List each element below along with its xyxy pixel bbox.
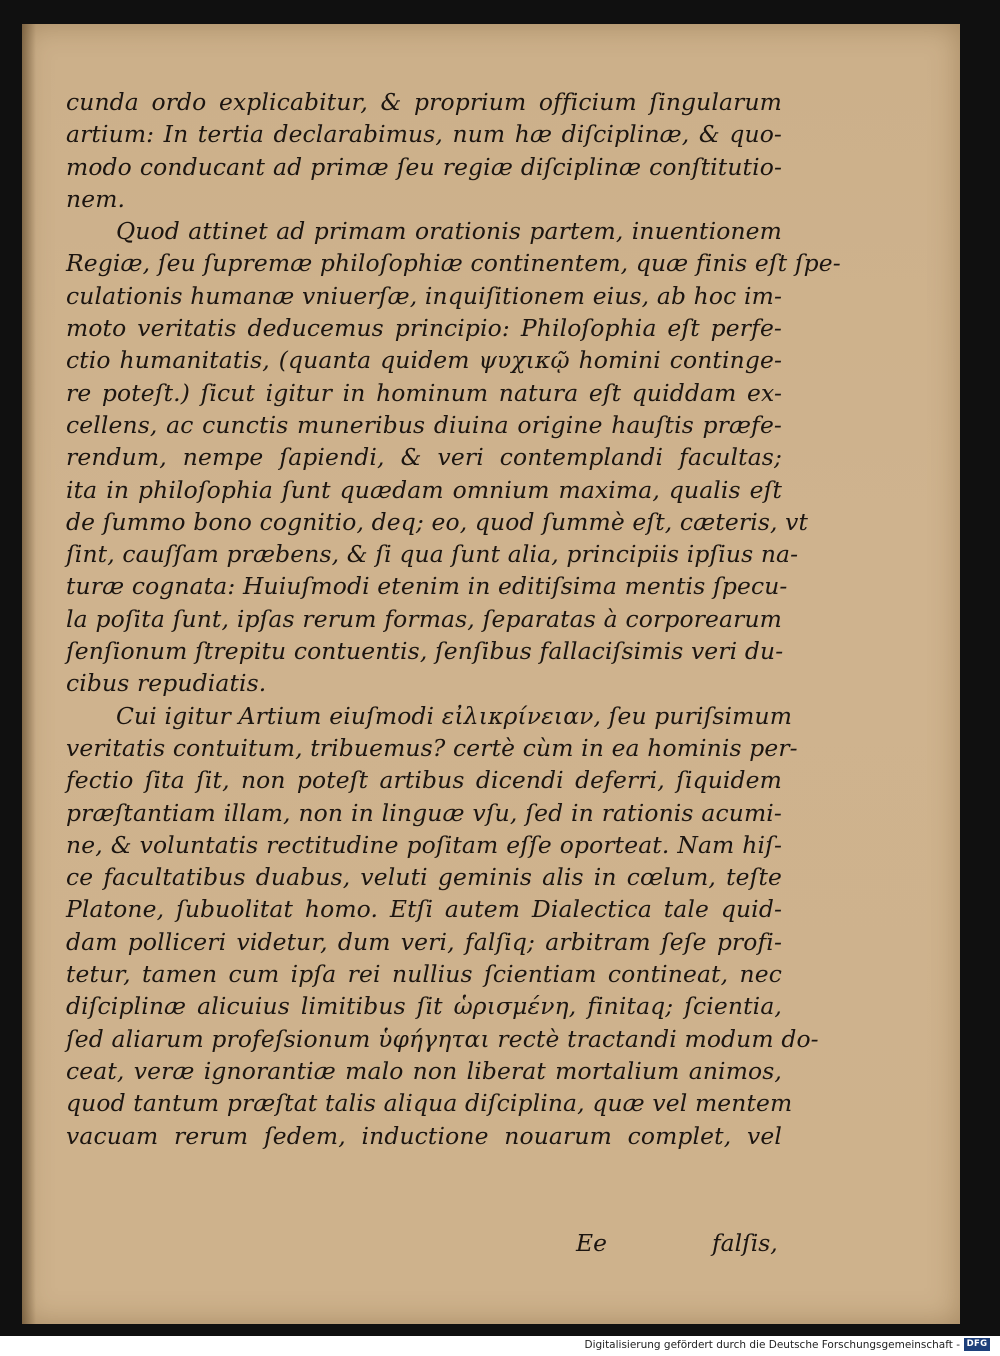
catchword: falſis, <box>712 1229 778 1257</box>
text-line-12: rendum, nempe ſapiendi, & veri contemplandi facultas; <box>66 443 782 472</box>
text-line-6: Regiæ, ſeu ſupremæ philoſophiæ continentem, quæ finis eſt ſpe- <box>66 249 841 278</box>
book-page <box>22 24 960 1324</box>
text-line-25: ce facultatibus duabus, veluti geminis alis in cœlum, teſte <box>66 863 782 892</box>
signature-mark: Ee <box>576 1229 607 1257</box>
text-line-3: modo conducant ad primæ ſeu regiæ diſciplinæ conſtitutio- <box>66 152 782 181</box>
text-line-2: artium: In tertia declarabimus, num hæ diſciplinæ, & quo- <box>66 120 782 149</box>
text-line-29: diſciplinæ alicuius limitibus ſit ὡρισμένη, finitaq; ſcientia, <box>66 992 782 1021</box>
dfg-logo-icon[interactable]: DFG <box>964 1338 990 1351</box>
text-line-16: turæ cognata: Huiuſmodi etenim in editiſsima mentis ſpecu- <box>66 572 788 601</box>
text-line-23: præſtantiam illam, non in linguæ vſu, ſed in rationis acumi- <box>66 798 782 827</box>
text-line-20: Cui igitur Artium eiuſmodi εἰλικρίνειαν, ſeu puriſsimum <box>116 701 793 730</box>
text-line-27: dam polliceri videtur, dum veri, falſiq; arbitram ſeſe profi- <box>66 927 782 956</box>
text-line-10: re poteſt.) ſicut igitur in hominum natura eſt quiddam ex- <box>66 378 782 407</box>
text-line-7: culationis humanæ vniuerſæ, inquiſitionem eius, ab hoc im- <box>66 281 782 310</box>
text-line-26: Platone, ſubuolitat homo. Etſi autem Dialectica tale quid- <box>66 895 782 924</box>
text-line-8: moto veritatis deducemus principio: Philoſophia eſt perfe- <box>66 314 782 343</box>
text-line-28: tetur, tamen cum ipſa rei nullius ſcientiam contineat, nec <box>66 960 782 989</box>
text-line-22: fectio ſita ſit, non poteſt artibus dicendi deferri, ſiquidem <box>66 766 782 795</box>
text-line-17: la poſita ſunt, ipſas rerum formas, ſeparatas à corporearum <box>66 604 782 633</box>
text-line-9: ctio humanitatis, (quanta quidem ψυχικῷ homini continge- <box>66 346 782 375</box>
text-line-4: nem. <box>66 184 126 213</box>
page-text <box>66 86 841 1152</box>
text-line-33: vacuam rerum ſedem, inductione nouarum complet, vel <box>66 1121 782 1150</box>
text-line-18: ſenſionum ſtrepitu contuentis, ſenſibus fallaciſsimis veri du- <box>66 637 784 666</box>
text-line-31: ceat, veræ ignorantiæ malo non liberat mortalium animos, <box>66 1056 782 1085</box>
text-line-24: ne, & voluntatis rectitudine poſitam eſſe oporteat. Nam hiſ- <box>66 830 782 859</box>
text-line-14: de ſummo bono cognitio, deq; eo, quod ſummè eſt, cæteris, vt <box>66 507 809 536</box>
footer-credit: Digitalisierung gefördert durch die Deutsche Forschungsgemeinschaft - <box>584 1339 960 1351</box>
text-line-11: cellens, ac cunctis muneribus diuina origine hauſtis præfe- <box>66 410 782 439</box>
text-line-19: cibus repudiatis. <box>66 669 267 698</box>
text-line-5: Quod attinet ad primam orationis partem, inuentionem <box>116 217 782 246</box>
footer-bar <box>0 1336 1000 1356</box>
text-line-30: ſed aliarum profeſsionum ὑφήγηται rectè tractandi modum do- <box>66 1024 819 1053</box>
text-line-15: ſint, cauſſam præbens, & ſi qua ſunt alia, principiis ipſius na- <box>66 540 799 569</box>
text-line-21: veritatis contuitum, tribuemus? certè cùm in ea hominis per- <box>66 733 798 762</box>
text-line-1: cunda ordo explicabitur, & proprium officium ſingularum <box>66 88 782 116</box>
text-line-32: quod tantum præſtat talis aliqua diſciplina, quæ vel mentem <box>66 1089 793 1118</box>
text-line-13: ita in philoſophia ſunt quædam omnium maxima, qualis eſt <box>66 475 782 504</box>
